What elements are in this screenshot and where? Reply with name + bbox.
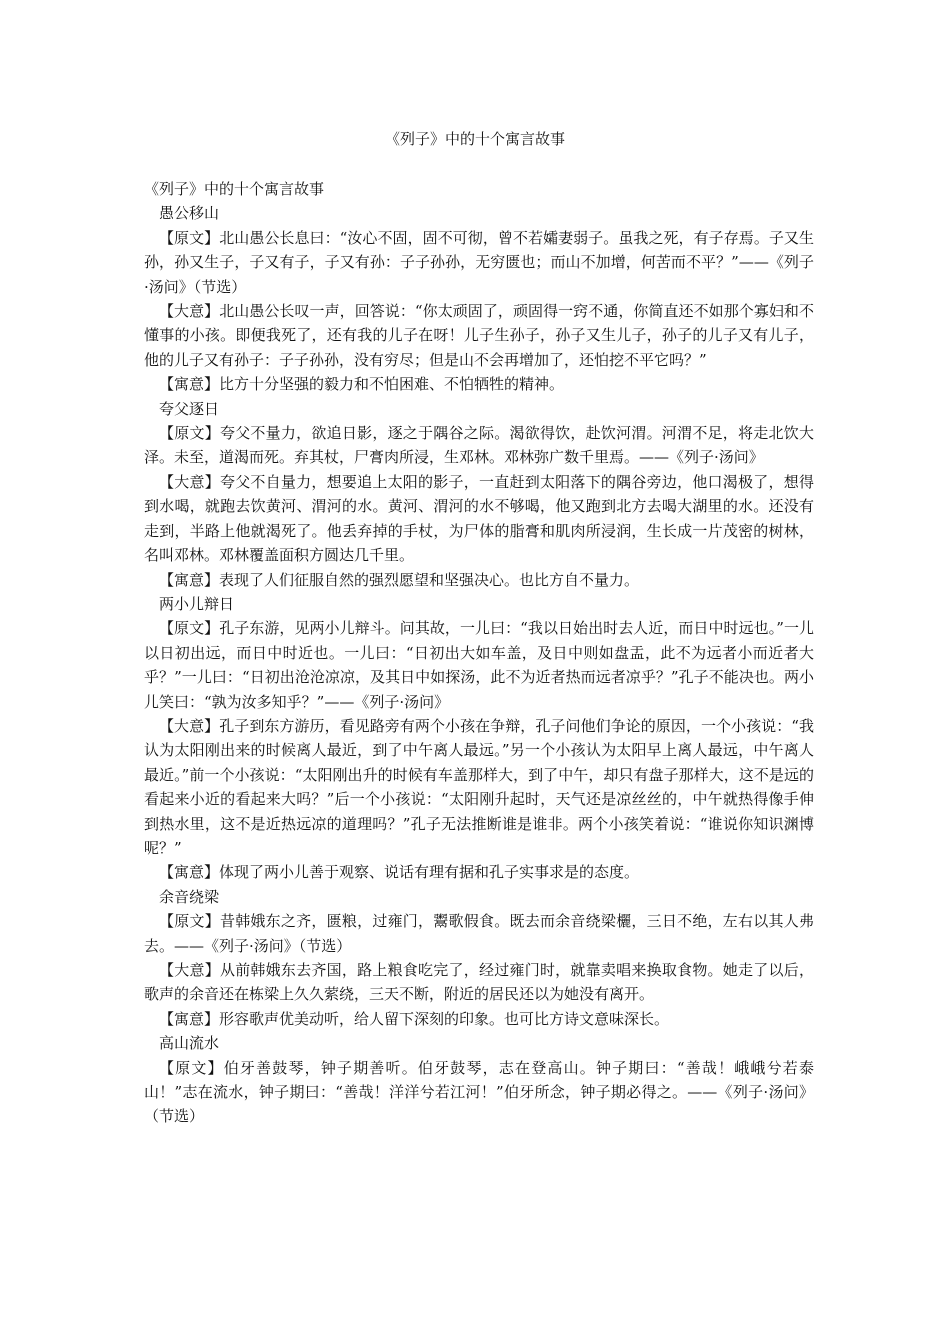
story-title: 高山流水	[159, 1034, 220, 1053]
story-paragraph: 【寓意】形容歌声优美动听，给人留下深刻的印象。也可比方诗文意味深长。	[159, 1009, 670, 1028]
story-paragraph: 【原文】孔子东游，见两小儿辩斗。问其故，一儿曰：“我以日始出时去人近，而日中时远也。”一儿以日初出远，而日中时近也。一儿曰：“日初出大如车盖，及日中则如盘盂，此不为远者小而近者大乎？”一儿曰：“日初出沧沧凉凉，及其日中如探汤，此不为近者热而远者凉乎？”孔子不能决也。两小儿笑曰：“孰为汝多知乎？”——《列子·汤问》	[144, 619, 814, 711]
document-subtitle: 《列子》中的十个寓言故事	[144, 180, 325, 198]
story-title: 两小儿辩日	[159, 594, 235, 613]
story-paragraph: 【原文】北山愚公长息曰：“汝心不固，固不可彻，曾不若孀妻弱子。虽我之死，有子存焉。子又生孙，孙又生子，子又有子，子又有孙：子子孙孙，无穷匮也；而山不加增，何苦而不平？”——《列子·汤问》（节选）	[144, 228, 814, 296]
story-paragraph: 【原文】伯牙善鼓琴，钟子期善听。伯牙鼓琴，志在登高山。钟子期曰：“善哉！峨峨兮若泰山！”志在流水，钟子期曰：“善哉！洋洋兮若江河！”伯牙所念，钟子期必得之。——《列子·汤问》（节选）	[144, 1058, 814, 1126]
story-title: 夸父逐日	[159, 399, 220, 418]
story-paragraph: 【原文】昔韩娥东之齐，匮粮，过雍门，鬻歌假食。既去而余音绕梁欐，三日不绝，左右以其人弗去。——《列子·汤问》（节选）	[144, 912, 814, 955]
story-paragraph: 【大意】夸父不自量力，想要追上太阳的影子，一直赶到太阳落下的隅谷旁边，他口渴极了，想得到水喝，就跑去饮黄河、渭河的水。黄河、渭河的水不够喝，他又跑到北方去喝大湖里的水。还没有走到，半路上他就渴死了。他丢弃掉的手杖，为尸体的脂膏和肌肉所浸润，生长成一片茂密的树林，名叫邓林。邓林覆盖面积方圆达几千里。	[144, 472, 814, 565]
story-paragraph: 【原文】夸父不量力，欲追日影，逐之于隅谷之际。渴欲得饮，赴饮河渭。河渭不足，将走北饮大泽。未至，道渴而死。弃其杖，尸膏肉所浸，生邓林。邓林弥广数千里焉。——《列子·汤问》	[144, 424, 814, 467]
story-paragraph: 【寓意】表现了人们征服自然的强烈愿望和坚强决心。也比方自不量力。	[159, 570, 640, 589]
document-body	[144, 177, 814, 1129]
story-paragraph: 【寓意】体现了两小儿善于观察、说话有理有据和孔子实事求是的态度。	[159, 863, 640, 882]
document-title: 《列子》中的十个寓言故事	[384, 130, 565, 148]
story-paragraph: 【大意】从前韩娥东去齐国，路上粮食吃完了，经过雍门时，就靠卖唱来换取食物。她走了以后，歌声的余音还在栋梁上久久萦绕，三天不断，附近的居民还以为她没有离开。	[144, 961, 814, 1004]
story-paragraph: 【寓意】比方十分坚强的毅力和不怕困难、不怕牺牲的精神。	[159, 375, 565, 394]
story-paragraph: 【大意】孔子到东方游历，看见路旁有两个小孩在争辩，孔子问他们争论的原因，一个小孩说：“我认为太阳刚出来的时候离人最近，到了中午离人最远。”另一个小孩认为太阳早上离人最远，中午离人最近。”前一个小孩说：“太阳刚出升的时候有车盖那样大，到了中午，却只有盘子那样大，这不是远的看起来小近的看起来大吗？”后一个小孩说：“太阳刚升起时，天气还是凉丝丝的，中午就热得像手伸到热水里，这不是近热远凉的道理吗？”孔子无法推断谁是谁非。两个小孩笑着说：“谁说你知识渊博呢？”	[144, 716, 814, 857]
story-title: 愚公移山	[159, 204, 220, 223]
story-paragraph: 【大意】北山愚公长叹一声，回答说：“你太顽固了，顽固得一窍不通，你简直还不如那个寡妇和不懂事的小孩。即便我死了，还有我的儿子在呀！儿子生孙子，孙子又生儿子，孙子的儿子又有儿子，他的儿子又有孙子：子子孙孙，没有穷尽；但是山不会再增加了，还怕挖不平它吗？”	[144, 302, 814, 369]
story-title: 余音绕梁	[159, 887, 220, 906]
